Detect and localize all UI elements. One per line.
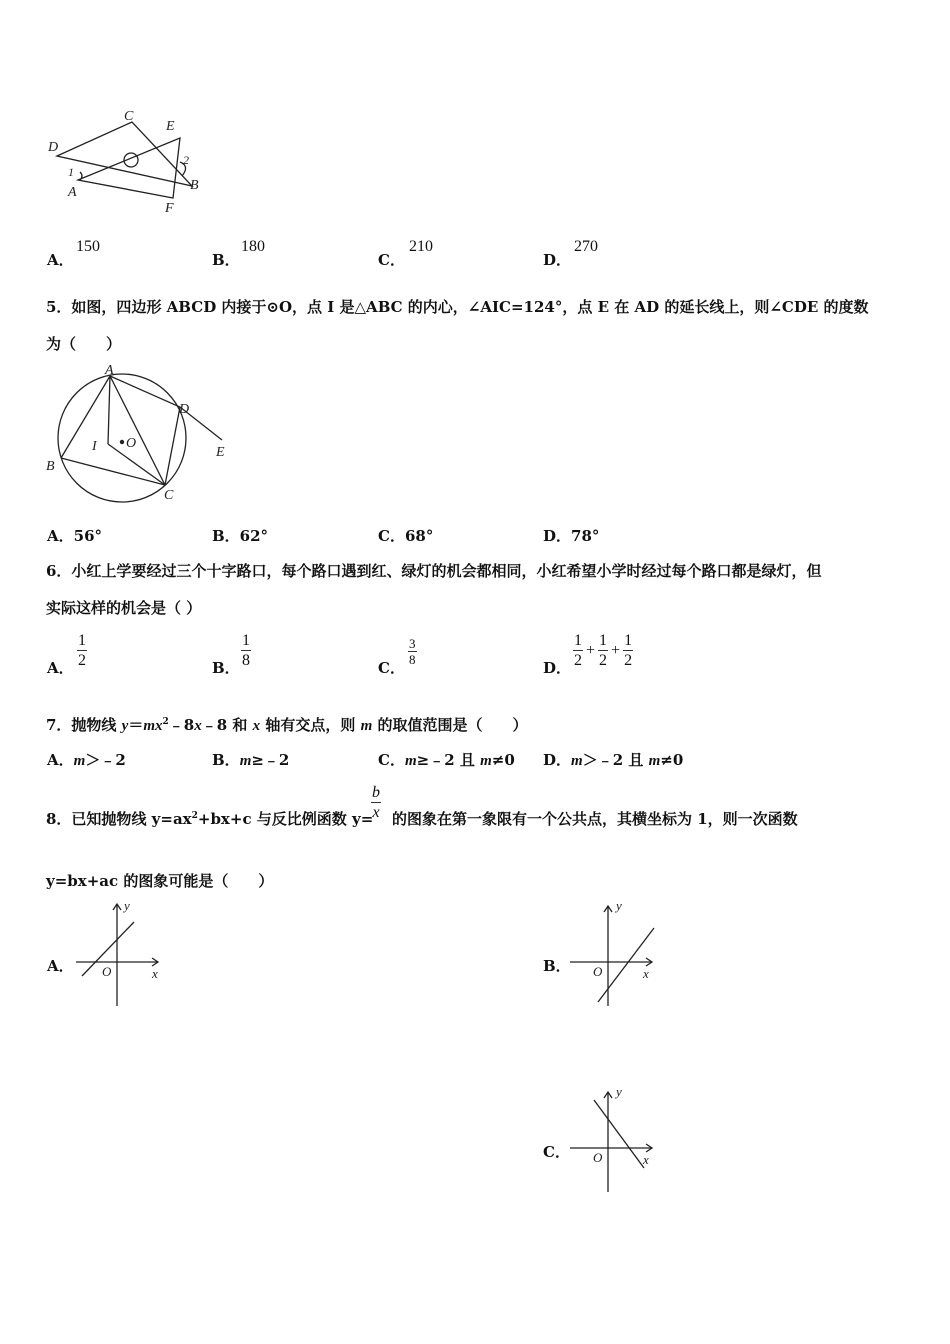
q6-option-b-fraction <box>241 632 251 670</box>
q4-option-b-label: B． <box>212 251 240 269</box>
q6-option-d-fraction-2: $\frac{1}{2}$ <box>599 632 608 669</box>
q6-option-d-plus-1: + <box>586 642 596 659</box>
q5-line-ic <box>108 444 165 485</box>
q4-option-a-label: A． <box>47 251 74 269</box>
q5-label-b: B <box>46 459 55 474</box>
q5-label-d: D <box>179 402 190 417</box>
q6-option-b[interactable]: B． <box>212 659 240 677</box>
q8-option-a[interactable]: A． <box>47 957 74 975</box>
q6-option-c[interactable]: C． <box>378 659 405 677</box>
q8-stem-line1: 8．已知抛物线 $y=ax^2+bx+c$ 与反比例函数 y= <box>46 810 374 828</box>
q6-option-c-den: 8 <box>409 652 416 667</box>
q4-label-1: 1 <box>68 165 74 179</box>
q8-c-label-x: x <box>643 1152 649 1167</box>
q6-option-d-plus-2: + <box>611 642 621 659</box>
q4-option-d-value: 270 <box>574 238 598 255</box>
q6-option-a-num: 1 <box>78 632 86 649</box>
q8-option-c-graph <box>566 1084 666 1196</box>
q7-option-b[interactable]: B．m≥﹣2 <box>212 751 290 769</box>
q6-option-a-den: 2 <box>78 652 86 669</box>
q5-circle-o <box>58 374 186 502</box>
q4-label-c: C <box>124 109 134 124</box>
q4-option-c[interactable] <box>378 249 405 270</box>
q5-label-a: A <box>105 363 114 378</box>
q5-option-d[interactable]: D．78° <box>543 527 600 545</box>
q8-a-label-y: y <box>124 898 130 913</box>
q4-label-f: F <box>165 201 174 216</box>
q4-option-d[interactable] <box>543 249 571 270</box>
q8-option-a-graph <box>70 898 170 1008</box>
q8-stem-line2: y=bx+ac 的图象可能是（ ） <box>46 872 274 890</box>
q4-option-c-value: 210 <box>409 238 433 255</box>
q8-b-label-y: y <box>616 898 622 913</box>
q8-a-label-o: O <box>102 964 112 979</box>
q8-c-label-y: y <box>616 1084 622 1099</box>
q6-option-a[interactable]: A． <box>47 659 74 677</box>
q6-option-c-fraction <box>408 637 417 667</box>
q8-b-graph-line <box>598 928 654 1002</box>
q8-b-label-o: O <box>593 964 603 979</box>
q4-label-b: B <box>190 178 199 193</box>
q4-option-c-label: C． <box>378 251 405 269</box>
q7-option-c[interactable]: C．m≥﹣2 且 m≠0 <box>378 751 515 769</box>
q4-option-b-value: 180 <box>241 238 265 255</box>
q5-option-c[interactable]: C．68° <box>378 527 434 545</box>
q6-option-c-num: 3 <box>409 636 416 651</box>
q5-option-b[interactable]: B．62° <box>212 527 269 545</box>
q7-option-d[interactable]: D．m＞﹣2 且 m≠0 <box>543 751 684 769</box>
q4-option-a-value: 150 <box>76 238 100 255</box>
q6-option-d[interactable]: D． <box>543 659 572 677</box>
q4-label-a: A <box>68 185 77 200</box>
q5-line-dc <box>165 407 180 485</box>
q6-option-b-num: 1 <box>242 632 250 649</box>
q5-label-e: E <box>216 445 225 460</box>
q5-center-dot <box>120 440 124 444</box>
q6-option-d-fraction-1: $\frac{1}{2}$ <box>574 632 582 669</box>
q8-a-label-x: x <box>152 966 158 981</box>
q5-label-o: O <box>126 436 137 451</box>
q5-line-ac <box>110 376 165 485</box>
q4-angle-arc-1 <box>80 172 82 180</box>
q4-option-a[interactable] <box>47 249 74 270</box>
q5-label-c: C <box>164 488 174 503</box>
q4-triangle-aef <box>78 138 180 198</box>
q5-figure <box>40 362 240 507</box>
q8-c-label-o: O <box>593 1150 603 1165</box>
q5-stem-line2: 为（ ） <box>46 335 122 353</box>
q6-option-b-den: 8 <box>242 652 250 669</box>
q8-fraction-b-over-x: $\frac{b}{x}$ <box>372 784 380 821</box>
q4-option-d-label: D． <box>543 251 572 269</box>
q8-stem-line1-tail: 的图象在第一象限有一个公共点，其横坐标为 1，则一次函数 <box>392 810 798 828</box>
q7-stem: 7．抛物线 $y=mx^2﹣8x﹣8$ 和 x 轴有交点，则 m 的取值范围是（ ） <box>46 716 528 734</box>
q6-option-d-fraction-3: $\frac{1}{2}$ <box>624 632 633 669</box>
q4-label-e: E <box>166 119 175 134</box>
q4-label-2: 2 <box>183 153 189 167</box>
q5-line-ai <box>108 376 110 444</box>
q4-figure <box>40 100 240 225</box>
q8-option-c[interactable]: C． <box>543 1143 570 1161</box>
q4-label-d: D <box>48 140 59 155</box>
q6-stem-line2: 实际这样的机会是（ ） <box>46 599 202 617</box>
q6-option-a-fraction <box>77 632 87 670</box>
q5-option-a[interactable]: A．56° <box>47 527 103 545</box>
q8-option-b-graph <box>566 898 666 1008</box>
q8-b-label-x: x <box>643 966 649 981</box>
q4-option-b[interactable] <box>212 249 240 270</box>
q5-line-bc <box>61 458 165 485</box>
q8-option-b[interactable]: B． <box>543 957 571 975</box>
q6-option-d-expression <box>573 632 633 670</box>
q5-stem-line1: 5．如图，四边形 ABCD 内接于⊙O，点 I 是△ABC 的内心，∠AIC=124°，点 E 在 AD 的延长线上，则∠CDE 的度数 <box>46 298 869 316</box>
q7-option-a[interactable]: A．m＞﹣2 <box>47 751 126 769</box>
q5-label-i: I <box>92 439 97 454</box>
q5-line-ab <box>61 376 110 458</box>
q6-stem-line1: 6．小红上学要经过三个十字路口，每个路口遇到红、绿灯的机会都相同，小红希望小学时经过每个路口都是绿灯，但 <box>46 562 822 580</box>
